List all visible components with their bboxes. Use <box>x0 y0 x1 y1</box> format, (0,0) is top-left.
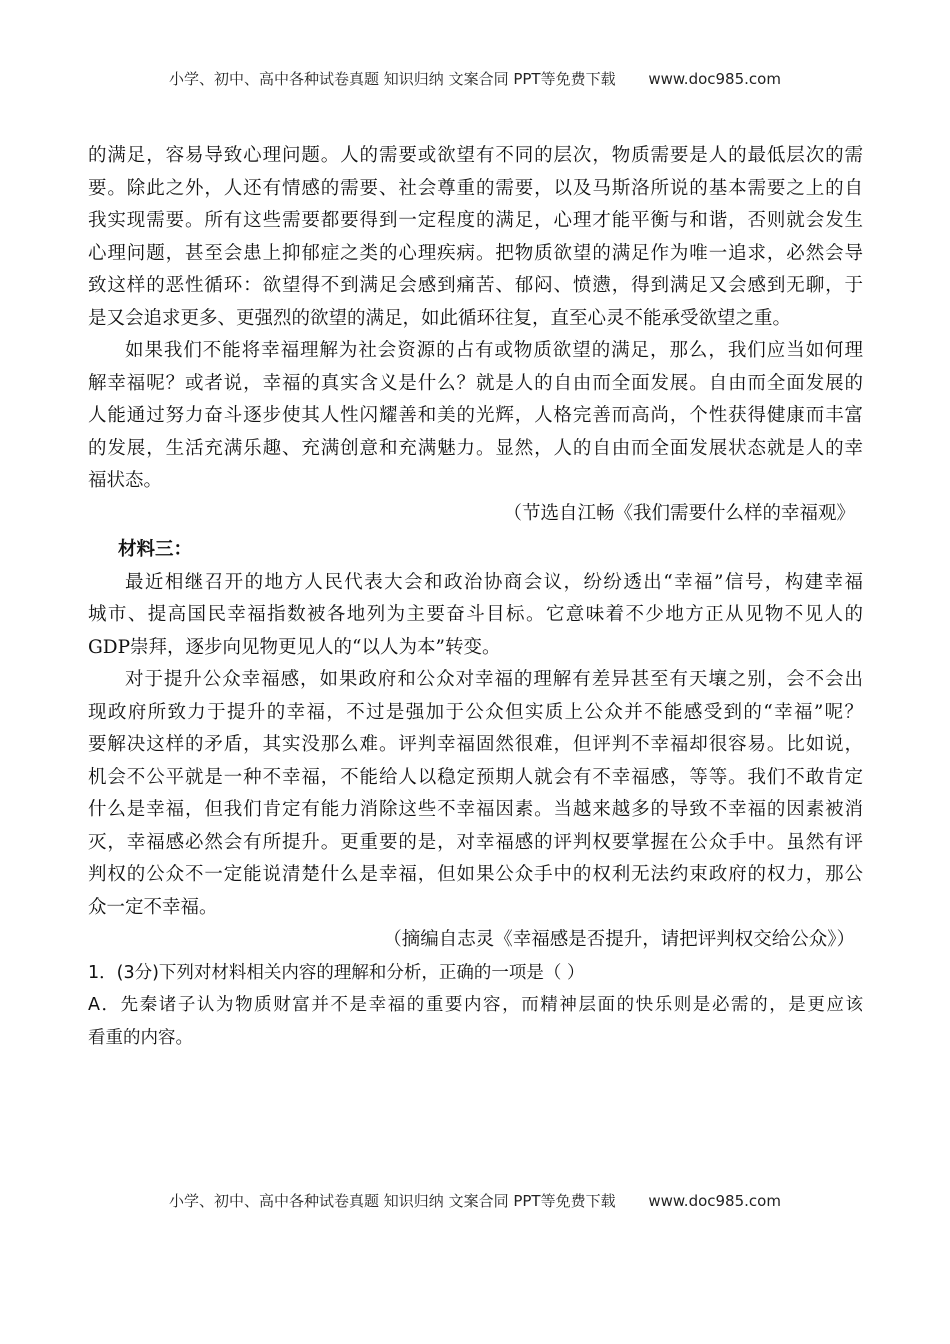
text-line: 解幸福呢？或者说，幸福的真实含义是什么？就是人的自由而全面发展。自由而全面发展的 <box>88 372 863 394</box>
text-line: 众一定不幸福。 <box>88 896 218 918</box>
document-body <box>88 140 863 1054</box>
text-line: 的满足，容易导致心理问题。人的需要或欲望有不同的层次，物质需要是人的最低层次的需 <box>88 145 863 166</box>
material3-paragraph-2 <box>88 664 863 924</box>
text-line: 要解决这样的矛盾，其实没那么难。评判幸福固然很难，但评判不幸福却很容易。比如说， <box>88 734 863 755</box>
text-line: 什么是幸福，但我们肯定有能力消除这些不幸福因素。当越来越多的导致不幸福的因素被消 <box>88 799 863 820</box>
page-header <box>0 68 950 89</box>
text-line: 城市、提高国民幸福指数被各地列为主要奋斗目标。它意味着不少地方正从见物不见人的 <box>88 604 863 625</box>
text-line: 如果我们不能将幸福理解为社会资源的占有或物质欲望的满足，那么，我们应当如何理 <box>125 340 863 361</box>
passage2-source: （节选自江畅《我们需要什么样的幸福观》 <box>503 502 855 524</box>
text-line: 要。除此之外，人还有情感的需要、社会尊重的需要，以及马斯洛所说的基本需要之上的自 <box>88 177 863 199</box>
text-line: 是又会追求更多、更强烈的欲望的满足，如此循环往复，直至心灵不能承受欲望之重。 <box>88 307 792 329</box>
material3-heading: 材料三： <box>118 539 193 560</box>
text-line: 对于提升公众幸福感，如果政府和公众对幸福的理解有差异甚至有天壤之别，会不会出 <box>125 669 863 690</box>
page-footer <box>0 1190 950 1211</box>
question-1-option-a: A．先秦诸子认为物质财富并不是幸福的重要内容，而精神层面的快乐则是必需的，是更应该 <box>88 995 863 1015</box>
text-line: 我实现需要。所有这些需要都要得到一定程度的满足，心理才能平衡与和谐，否则就会发生 <box>88 210 863 231</box>
text-line: 的发展，生活充满乐趣、充满创意和充满魅力。显然，人的自由而全面发展状态就是人的幸 <box>88 437 863 459</box>
footer-text: 小学、初中、高中各种试卷真题 知识归纳 文案合同 PPT等免费下载 <box>169 1192 616 1210</box>
text-line: 机会不公平就是一种不幸福，不能给人以稳定预期人就会有不幸福感，等等。我们不敢肯定 <box>88 766 863 788</box>
text-line: 人能通过努力奋斗逐步使其人性闪耀善和美的光辉，人格完善而高尚，个性获得健康而丰富 <box>88 405 863 426</box>
header-site-link[interactable]: www.doc985.com <box>648 70 781 88</box>
question-1-stem: 1．(3分)下列对材料相关内容的理解和分析，正确的一项是（ ） <box>88 962 585 983</box>
header-text: 小学、初中、高中各种试卷真题 知识归纳 文案合同 PPT等免费下载 <box>169 70 616 88</box>
text-line: 福状态。 <box>88 470 163 491</box>
text-line: GDP崇拜，逐步向见物更见人的“以人为本”转变。 <box>88 636 501 658</box>
material3-source: （摘编自志灵《幸福感是否提升，请把评判权交给公众》） <box>383 929 855 950</box>
text-line: 心理问题，甚至会患上抑郁症之类的心理疾病。把物质欲望的满足作为唯一追求，必然会导 <box>88 242 863 264</box>
text-line: 致这样的恶性循环：欲望得不到满足会感到痛苦、郁闷、愤懑，得到满足又会感到无聊，于 <box>88 275 863 296</box>
question-1-option-a-continued: 看重的内容。 <box>88 1027 193 1048</box>
text-line: 现政府所致力于提升的幸福，不过是强加于公众但实质上公众并不能感受到的“幸福”呢？ <box>88 701 863 723</box>
text-line: 判权的公众不一定能说清楚什么是幸福，但如果公众手中的权利无法约束政府的权力，那公 <box>88 864 863 885</box>
passage2-paragraph-1 <box>88 140 863 335</box>
passage2-paragraph-2 <box>88 335 863 498</box>
text-line: 灭，幸福感必然会有所提升。更重要的是，对幸福感的评判权要掌握在公众手中。虽然有评 <box>88 831 863 853</box>
material3-paragraph-1 <box>88 567 863 665</box>
text-line: 最近相继召开的地方人民代表大会和政治协商会议，纷纷透出“幸福”信号，构建幸福 <box>125 571 863 593</box>
footer-site-link[interactable]: www.doc985.com <box>648 1192 781 1210</box>
